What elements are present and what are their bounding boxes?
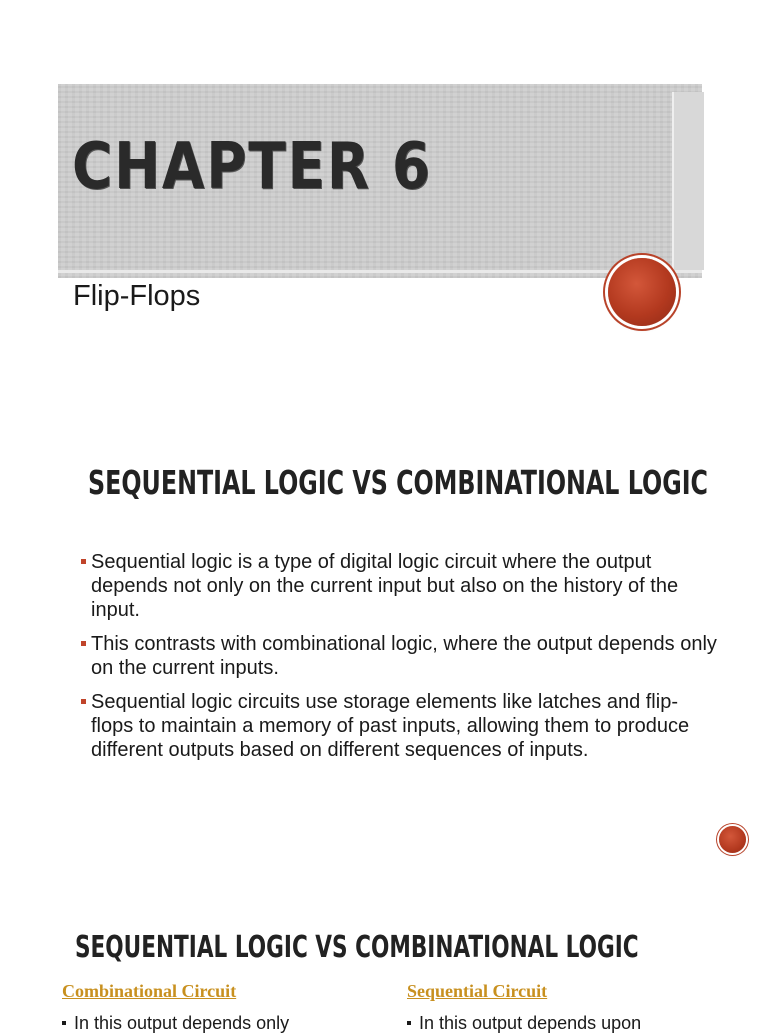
- chapter-title: CHAPTER 6: [72, 130, 432, 204]
- comparison-table-slide: [0, 875, 768, 1033]
- title-band-bottom-rule: [58, 270, 702, 273]
- sequential-column-text: In this output depends upon: [407, 1013, 641, 1034]
- combinational-column-title: Combinational Circuit: [62, 981, 237, 1001]
- sequential-column-title: Sequential Circuit: [407, 981, 548, 1001]
- bullet-item: This contrasts with combinational logic, where the output depends only on the current inputs.: [80, 632, 720, 680]
- decorative-orb-icon: [719, 826, 746, 853]
- bullet-item: Sequential logic circuits use storage elements like latches and flip-flops to maintain a memory of past inputs, allowing them to produce different outputs based on different sequences of inputs.: [80, 690, 720, 762]
- comparison-intro-slide: [0, 415, 768, 875]
- combinational-column-text: In this output depends only: [62, 1013, 289, 1034]
- slide-heading: SEQUENTIAL LOGIC VS COMBINATIONAL LOGIC: [75, 930, 639, 965]
- bullet-item: Sequential logic is a type of digital logic circuit where the output depends not only on the current input but also on the history of the input.: [80, 550, 720, 622]
- title-slide: [0, 0, 768, 415]
- chapter-subtitle: Flip-Flops: [73, 280, 201, 312]
- bullet-list: [80, 550, 720, 772]
- title-band-edge: [672, 92, 704, 270]
- decorative-orb-icon: [608, 258, 676, 326]
- slide-heading: SEQUENTIAL LOGIC VS COMBINATIONAL LOGIC: [88, 463, 708, 502]
